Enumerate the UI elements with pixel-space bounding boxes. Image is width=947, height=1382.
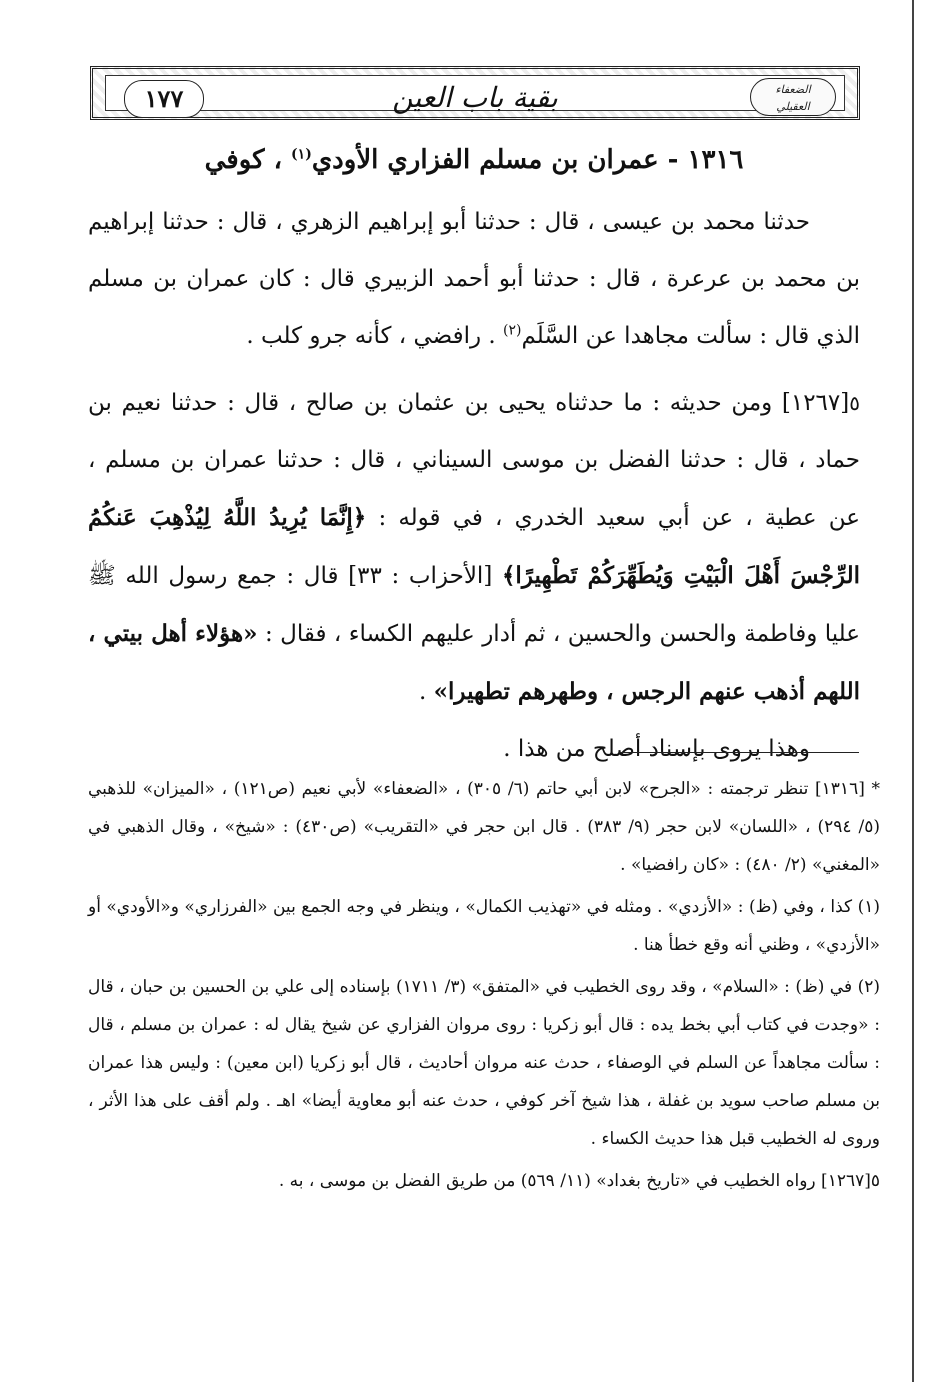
book-seal <box>750 78 836 116</box>
entry-paragraph-text: حدثنا محمد بن عيسى ، قال : حدثنا أبو إبراهيم الزهري ، قال : حدثنا إبراهيم بن محمد بن عرعرة ، قال : حدثنا أبو أحمد الزبيري قال : كان عمران بن مسلم الذي قال : سألت مجاهدا عن السَّلَم <box>88 209 860 349</box>
hadith-paragraph <box>88 375 860 721</box>
footnote-separator <box>619 752 859 753</box>
quran-verse: ﴿إِنَّمَا يُرِيدُ اللَّهُ لِيُذْهِبَ عَنكُمُ الرِّجْسَ أَهْلَ الْبَيْتِ وَيُطَهِّرَكُمْ تَطْهِيرًا﴾ <box>88 504 861 589</box>
footnote-2: (٢) في (ظ) : «السلام» ، وقد روى الخطيب في «المتفق» (٣/ ١٧١١) بإسناده إلى علي بن الحسين بن حبان ، قال : «وجدت في كتاب أبي بخط يده : قال أبو زكريا : روى مروان الفزاري عن شيخ يقال له : عمران بن مسلم ، قال : سألت مجاهداً عن السلم في الوصفاء ، حدث عنه مروان أحاديث ، قال أبو زكريا (ابن معين) : وليس هذا عمران بن مسلم صاحب سويد بن غفلة ، هذا شيخ آخر كوفي ، حدث عنه أبو معاوية أيضا» اهـ . ولم أقف على هذا الأثر ، وروى له الخطيب قبل هذا حديث الكساء . <box>88 977 880 1149</box>
running-head: بقية باب العين <box>392 81 558 114</box>
main-text <box>88 140 860 778</box>
hadith-isnad: [١٢٦٧] ومن حديثه : ما حدثناه يحيى بن عثمان بن صالح ، قال : حدثنا نعيم بن حماد ، قال : حدثنا الفضل بن موسى السيناني ، قال : حدثنا عمران بن مسلم ، عن عطية ، عن أبي سعيد الخدري ، في قوله : <box>88 390 861 531</box>
page-number: ١٧٧ <box>124 80 204 118</box>
header-frame <box>105 75 845 114</box>
hadith-matn: [الأحزاب : ٣٣] قال : جمع رسول الله ﷺ عليا وفاطمة والحسن والحسين ، ثم أدار عليهم الكساء ، فقال : <box>88 563 861 647</box>
entry-paragraph-end: . رافضي ، كأنه جرو كلب . <box>246 323 496 349</box>
footnote-hadith: ٥[١٢٦٧] رواه الخطيب في «تاريخ بغداد» (١١/ ٥٦٩) من طريق الفضل بن موسى ، به . <box>278 1171 880 1191</box>
hadith-quote: «هؤلاء أهل بيتي ، اللهم أذهب عنهم الرجس ، وطهرهم تطهيرا» <box>88 620 860 705</box>
footnote-bio: * [١٣١٦] تنظر ترجمته : «الجرح» لابن أبي حاتم (٦/ ٣٠٥) ، «الضعفاء» لأبي نعيم (ص١٢١) ، «الميزان» للذهبي (٥/ ٢٩٤) ، «اللسان» لابن حجر (٩/ ٣٨٣) . قال ابن حجر في «التقريب» (ص٤٣٠) : «شيخ» ، وقال الذهبي في «المغني» (٢/ ٤٨٠) : «كان رافضيا» . <box>88 779 880 875</box>
page-header <box>90 66 860 120</box>
footnote-1: (١) كذا ، وفي (ظ) : «الأزدي» . ومثله في «تهذيب الكمال» ، وينظر في وجه الجمع بين «الفرزاري» و«الأودي» أو «الأزدي» ، وظني أنه وقع خطأ هنا . <box>88 897 880 955</box>
entry-title-suffix: ، كوفي <box>204 145 282 175</box>
hadith-marker: ٥ <box>849 391 860 415</box>
entry-title-text: ١٣١٦ - عمران بن مسلم الفزاري الأودي <box>311 145 744 175</box>
entry-paragraph <box>88 194 860 365</box>
closing-remark: وهذا يروى بإسناد أصلح من هذا . <box>503 736 810 762</box>
entry-title <box>88 140 860 180</box>
page-edge-line <box>912 0 914 1382</box>
entry-title-footnote-ref: (١) <box>291 146 312 163</box>
entry-paragraph-footnote-ref: (٢) <box>503 322 522 339</box>
footnotes <box>88 770 880 1204</box>
hadith-end: . <box>419 679 427 705</box>
seal-line-1: الضعفاء <box>775 83 811 96</box>
seal-line-2: العقيلي <box>776 100 810 113</box>
